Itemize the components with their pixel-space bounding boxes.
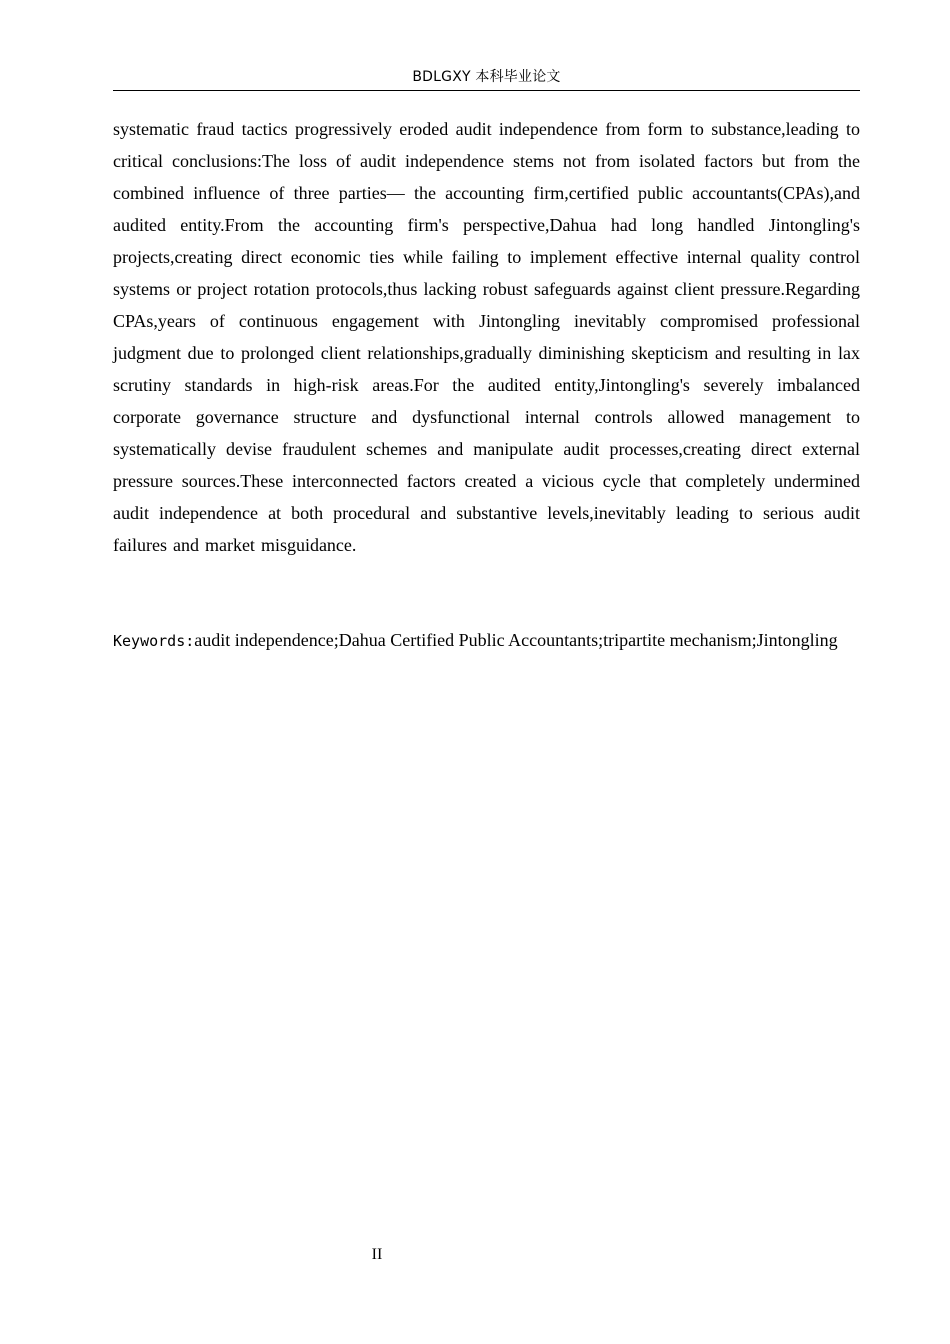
keywords-block	[113, 625, 860, 657]
page-header	[113, 66, 860, 91]
header-title: BDLGXY 本科毕业论文	[412, 69, 561, 85]
abstract-paragraph: systematic fraud tactics progressively eroded audit independence from form to substance,leading to critical conclusions:The loss of audit independence stems not from isolated factors but from the combined influence of three parties— the accounting firm,certified public accountants(CPAs),and audited entity.From the accounting firm's perspective,Dahua had long handled Jintongling's projects,creating direct economic ties while failing to implement effective internal quality control systems or project rotation protocols,thus lacking robust safeguards against client pressure.Regarding CPAs,years of continuous engagement with Jintongling inevitably compromised professional judgment due to prolonged client relationships,gradually diminishing skepticism and resulting in lax scrutiny standards in high-risk areas.For the audited entity,Jintongling's severely imbalanced corporate governance structure and dysfunctional internal controls allowed management to systematically devise fraudulent schemes and manipulate audit processes,creating direct external pressure sources.These interconnected factors created a vicious cycle that completely undermined audit independence at both procedural and substantive levels,inevitably leading to serious audit failures and market misguidance.	[113, 119, 860, 555]
keywords-text: audit independence;Dahua Certified Public Accountants;tripartite mechanism;Jintongling	[194, 630, 838, 650]
page-number: II	[371, 1246, 383, 1263]
keywords-label: Keywords:	[113, 632, 195, 650]
